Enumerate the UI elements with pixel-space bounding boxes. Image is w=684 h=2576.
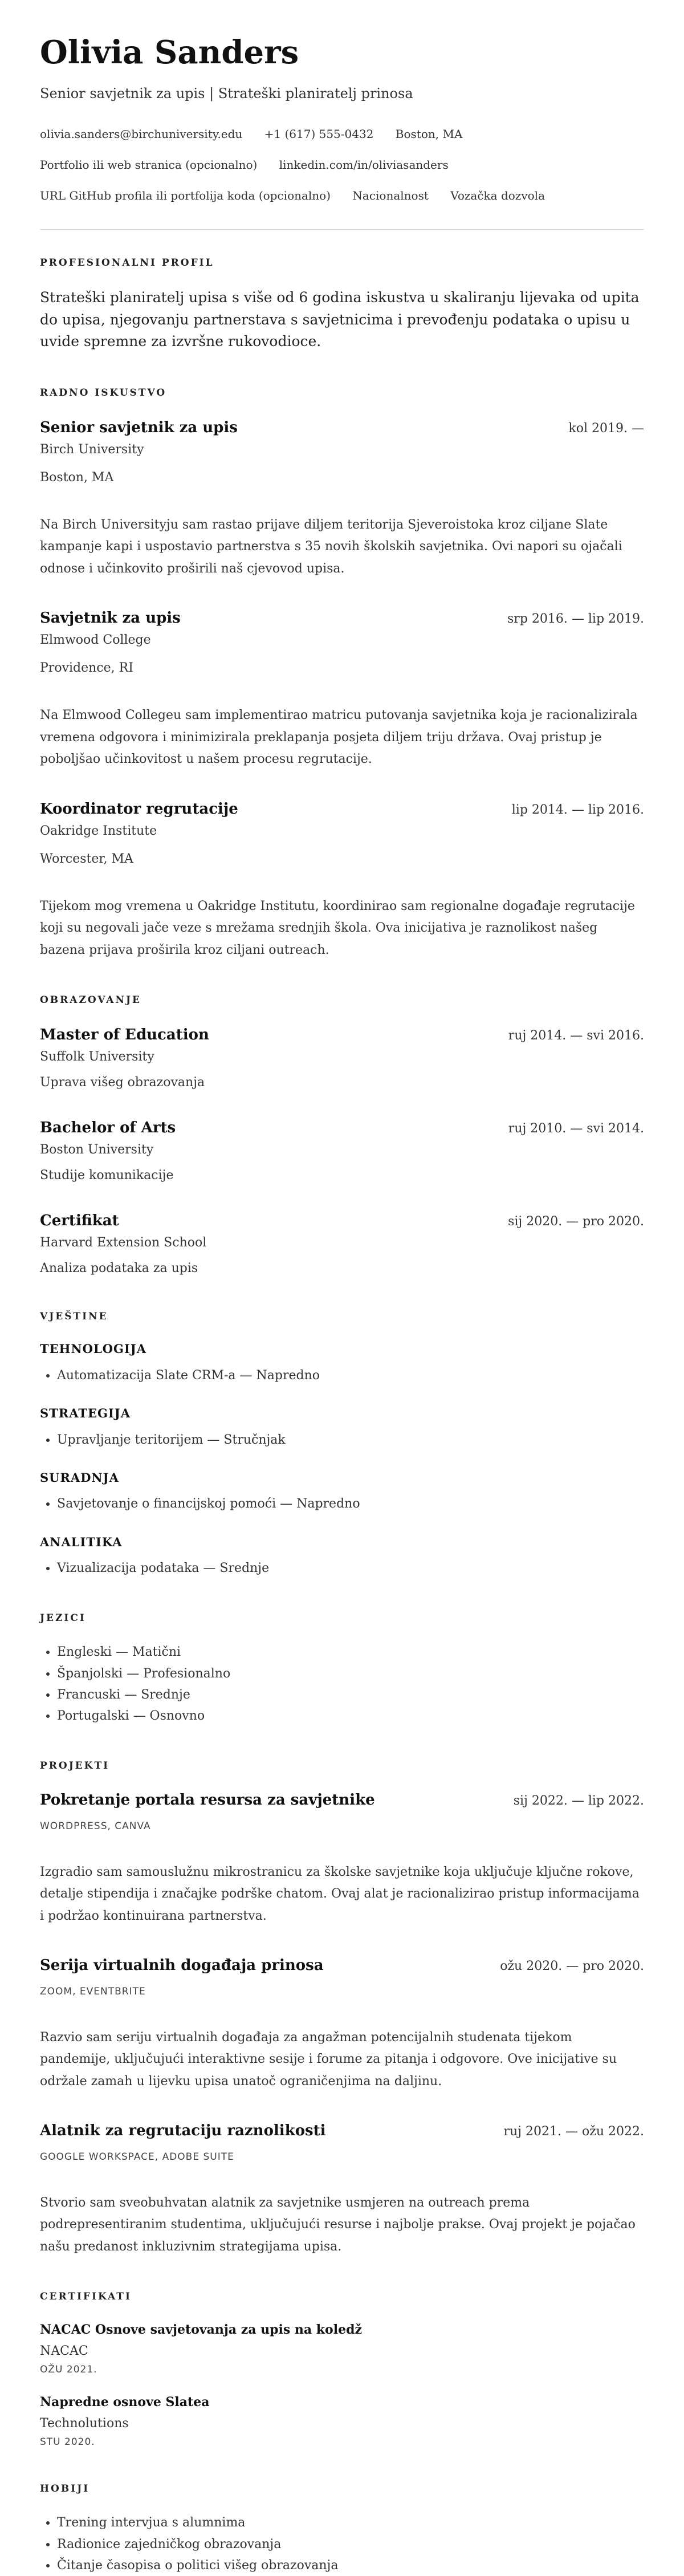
job-dates: srp 2016. — lip 2019. — [507, 612, 644, 627]
resume-header — [40, 34, 644, 204]
degree-title: Bachelor of Arts — [40, 1119, 176, 1136]
hobby-item: • Čitanje časopisa o politici višeg obrazovanja — [57, 2555, 644, 2576]
certificate-date: STU 2020. — [40, 2436, 95, 2448]
education-section — [40, 993, 644, 1278]
project-tech: GOOGLE WORKSPACE, ADOBE SUITE — [40, 2151, 234, 2163]
project-description: Stvorio sam sveobuhvatan alatnik za savjetnike usmjeren na outreach prema podrepresentiranim studentima, uključujući resurse i najbolje prakse. Ovaj projekt je pojačao našu predanost inkluzivnim strategijama upisa. — [40, 2195, 636, 2254]
contact-row-2 — [40, 156, 644, 173]
employer-name: Oakridge Institute — [40, 823, 157, 838]
study-field: Studije komunikacije — [40, 1168, 174, 1183]
github-link[interactable]: URL GitHub profila ili portfolija koda (opcionalno) — [40, 189, 331, 203]
job-dates: kol 2019. — — [568, 421, 644, 436]
education-entry — [40, 1117, 644, 1185]
skill-category: TEHNOLOGIJA — [40, 1342, 147, 1356]
school-name: Harvard Extension School — [40, 1235, 207, 1250]
job-location: Worcester, MA — [40, 851, 133, 866]
language-item: • Francuski — Srednje — [57, 1684, 644, 1705]
hobbies-section — [40, 2482, 644, 2576]
skill-category: ANALITIKA — [40, 1534, 123, 1549]
language-item: • Engleski — Matični — [57, 1642, 644, 1663]
contact-row-3 — [40, 187, 644, 204]
project-dates: sij 2022. — lip 2022. — [513, 1794, 644, 1809]
experience-entry — [40, 798, 644, 962]
email-link[interactable]: olivia.sanders@birchuniversity.edu — [40, 127, 243, 141]
profile-section-title: PROFESIONALNI PROFIL — [40, 257, 214, 269]
skill-group — [40, 1404, 644, 1450]
degree-title: Master of Education — [40, 1026, 209, 1043]
job-title: Koordinator regrutacije — [40, 800, 238, 818]
project-tech: ZOOM, EVENTBRITE — [40, 1986, 146, 1998]
education-entry — [40, 1024, 644, 1092]
profile-section — [40, 256, 644, 353]
job-location: Providence, RI — [40, 661, 133, 676]
skill-item: • Vizualizacija podataka — Srednje — [57, 1558, 644, 1579]
skill-list — [40, 1429, 644, 1450]
project-dates: ruj 2021. — ožu 2022. — [503, 2124, 644, 2139]
job-dates: lip 2014. — lip 2016. — [511, 802, 644, 817]
skill-item: • Savjetovanje o financijskoj pomoći — Napredno — [57, 1493, 644, 1514]
license-text: Vozačka dozvola — [450, 189, 545, 203]
school-name: Boston University — [40, 1142, 154, 1157]
education-section-title: OBRAZOVANJE — [40, 994, 142, 1006]
project-name: Pokretanje portala resursa za savjetnike — [40, 1791, 375, 1809]
skill-list — [40, 1365, 644, 1386]
contact-row-1 — [40, 125, 644, 143]
certificate-entry — [40, 2393, 644, 2450]
hobby-item: • Radionice zajedničkog obrazovanja — [57, 2534, 644, 2555]
certificate-name: Napredne osnove Slatea — [40, 2395, 210, 2410]
projects-section-title: PROJEKTI — [40, 1760, 110, 1771]
portfolio-link[interactable]: Portfolio ili web stranica (opcionalno) — [40, 158, 258, 172]
hobbies-section-title: HOBIJI — [40, 2482, 90, 2494]
job-title: Senior savjetnik za upis — [40, 419, 238, 436]
profile-summary: Strateški planiratelj upisa s više od 6 godina iskustva u skaliranju lijevaka od upita do upisa, njegovanju partnerstava s savjetnicima i prevođenju podataka o upisu u uvide spremne za izvršne rukovodioce. — [40, 289, 640, 350]
languages-section-title: JEZICI — [40, 1612, 86, 1624]
language-item: • Španjolski — Profesionalno — [57, 1663, 644, 1684]
candidate-headline: Senior savjetnik za upis | Strateški planiratelj prinosa — [40, 86, 413, 102]
language-list — [40, 1642, 644, 1727]
skill-category: STRATEGIJA — [40, 1406, 131, 1421]
certificate-entry — [40, 2321, 644, 2378]
study-field: Analiza podataka za upis — [40, 1261, 198, 1275]
skill-list — [40, 1558, 644, 1579]
header-divider — [40, 229, 644, 230]
education-dates: ruj 2014. — svi 2016. — [508, 1028, 644, 1043]
project-entry — [40, 1955, 644, 2093]
hobby-list — [40, 2512, 644, 2576]
skills-section — [40, 1310, 644, 1579]
linkedin-link[interactable]: linkedin.com/in/oliviasanders — [279, 158, 449, 172]
education-dates: ruj 2010. — svi 2014. — [508, 1121, 644, 1136]
certificates-section — [40, 2290, 644, 2450]
education-entry — [40, 1210, 644, 1278]
skill-group — [40, 1340, 644, 1386]
job-location: Boston, MA — [40, 470, 114, 485]
job-title: Savjetnik za upis — [40, 610, 181, 627]
certificates-section-title: CERTIFIKATI — [40, 2291, 132, 2303]
experience-section — [40, 386, 644, 961]
certificate-issuer: NACAC — [40, 2343, 88, 2358]
employer-name: Elmwood College — [40, 633, 151, 648]
job-description: Na Elmwood Collegeu sam implementirao matricu putovanja savjetnika koja je racionalizirala vremena odgovora i minimizirala preklapanja posjeta diljem triju država. Ovaj pristup je poboljšao učinkovitost u našem procesu regrutacije. — [40, 708, 638, 767]
project-entry — [40, 2120, 644, 2258]
employer-name: Birch University — [40, 442, 144, 457]
candidate-name: Olivia Sanders — [40, 34, 299, 71]
skills-section-title: VJEŠTINE — [40, 1310, 108, 1322]
certificate-date: OŽU 2021. — [40, 2363, 97, 2375]
experience-entry — [40, 417, 644, 580]
languages-section — [40, 1611, 644, 1727]
skill-group — [40, 1533, 644, 1579]
skill-list — [40, 1493, 644, 1514]
projects-section — [40, 1759, 644, 2258]
language-item: • Portugalski — Osnovno — [57, 1705, 644, 1726]
project-entry — [40, 1789, 644, 1927]
education-dates: sij 2020. — pro 2020. — [508, 1214, 644, 1229]
project-description: Razvio sam seriju virtualnih događaja za angažman potencijalnih studenata tijekom pandemije, uključujući interaktivne sesije i forume za pitanja i odgovore. Ove inicijative su održale zamah u lijevku upisa unatoč ograničenjima na daljinu. — [40, 2030, 617, 2089]
job-description: Na Birch Universityju sam rastao prijave diljem teritorija Sjeveroistoka kroz ciljane Slate kampanje kapi i uspostavio partnerstva s 35 novih školskih savjetnika. Ovi napori su ojačali odnose i učinkovito proširili naš cjevovod upisa. — [40, 517, 622, 576]
skill-item: • Automatizacija Slate CRM-a — Napredno — [57, 1365, 644, 1386]
project-name: Serija virtualnih događaja prinosa — [40, 1957, 324, 1974]
experience-entry — [40, 607, 644, 771]
skill-item: • Upravljanje teritorijem — Stručnjak — [57, 1429, 644, 1450]
phone-text: +1 (617) 555-0432 — [264, 127, 374, 141]
certificate-issuer: Technolutions — [40, 2416, 129, 2431]
nationality-text: Nacionalnost — [352, 189, 429, 203]
project-name: Alatnik za regrutaciju raznolikosti — [40, 2122, 326, 2140]
skill-category: SURADNJA — [40, 1470, 119, 1485]
job-description: Tijekom mog vremena u Oakridge Institutu, koordinirao sam regionalne događaje regrutacije koji su negovali jače veze s mrežama srednjih škola. Ova inicijativa je raznolikost našeg bazena prijava proširila kroz ciljani outreach. — [40, 899, 635, 957]
project-dates: ožu 2020. — pro 2020. — [500, 1959, 644, 1974]
degree-title: Certifikat — [40, 1212, 119, 1229]
experience-section-title: RADNO ISKUSTVO — [40, 387, 167, 399]
school-name: Suffolk University — [40, 1049, 154, 1064]
location-text: Boston, MA — [395, 127, 463, 141]
certificate-name: NACAC Osnove savjetovanja za upis na koledž — [40, 2322, 362, 2337]
project-tech: WORDPRESS, CANVA — [40, 1821, 151, 1833]
study-field: Uprava višeg obrazovanja — [40, 1075, 205, 1090]
project-description: Izgradio sam samouslužnu mikrostranicu za školske savjetnike koja uključuje ključne rokove, detalje stipendija i značajke podrške chatom. Ovaj alat je racionalizirao pristup informacijama i podržao kontinuirana partnerstva. — [40, 1864, 640, 1923]
hobby-item: • Trening intervjua s alumnima — [57, 2512, 644, 2533]
skill-group — [40, 1469, 644, 1515]
